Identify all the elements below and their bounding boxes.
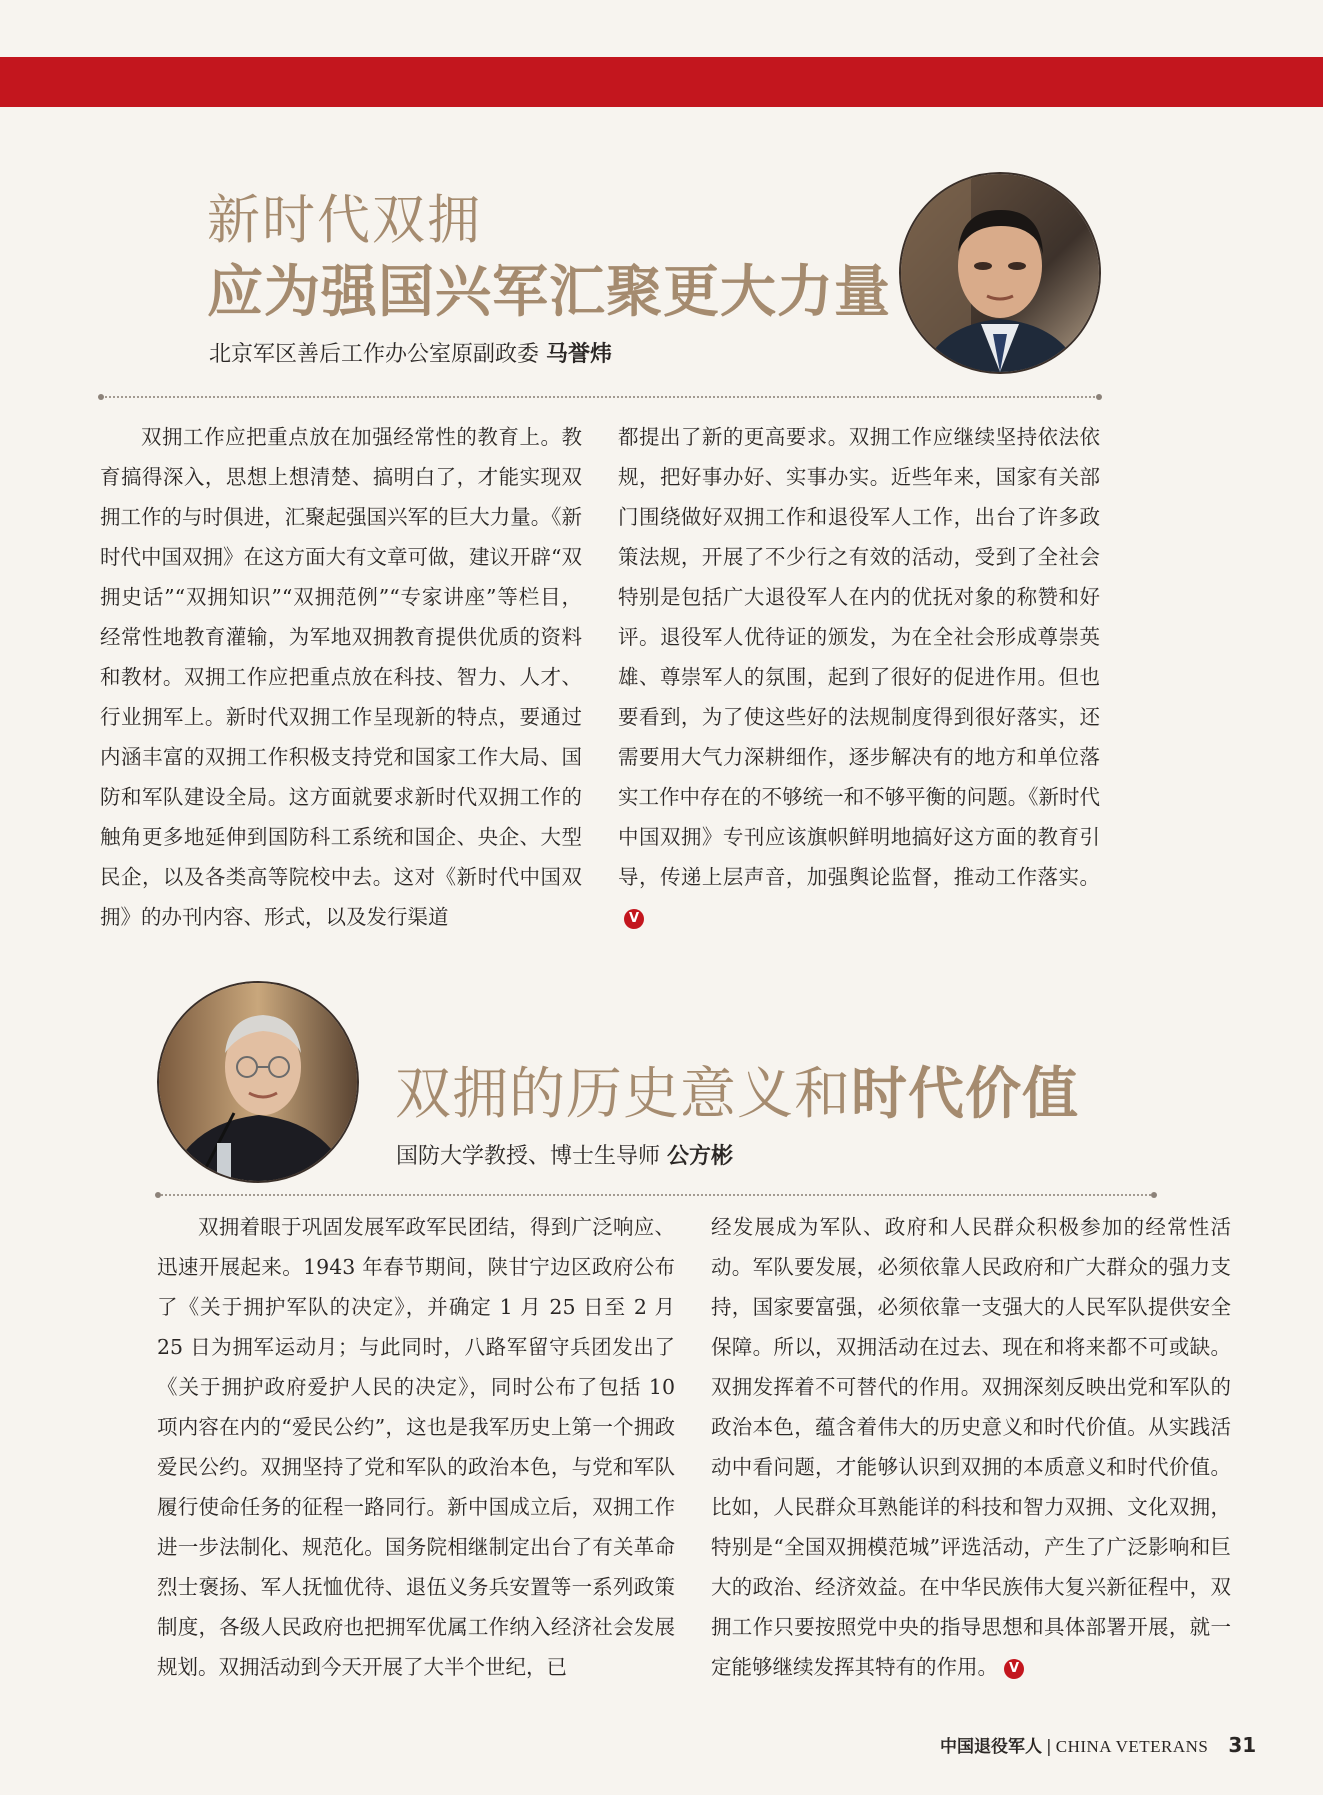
magazine-name-en: CHINA VETERANS (1055, 1737, 1209, 1756)
article1-kicker: 新时代双拥 (207, 190, 482, 251)
article1-paragraph-right: 都提出了新的更高要求。双拥工作应继续坚持依法依规，把好事办好、实事办实。近些年来，国家有关部门围绕做好双拥工作和退役军人工作，出台了许多政策法规，开展了不少行之有效的活动，受到了全社会特别是包括广大退役军人在内的优抚对象的称赞和好评。退役军人优待证的颁发，为在全社会形成尊崇英雄、尊崇军人的氛围，起到了很好的促进作用。但也要看到，为了使这些好的法规制度得到很好落实，还需要用大气力深耕细作，逐步解决有的地方和单位落实工作中存在的不够统一和不够平衡的问题。《新时代中国双拥》专刊应该旗帜鲜明地搞好这方面的教育引导，传递上层声音，加强舆论监督，推动工作落实。 (618, 425, 1100, 889)
page-footer (940, 1732, 1256, 1757)
article2-title-light: 双拥的历史意义和 (395, 1062, 851, 1127)
article2-divider (158, 1194, 1154, 1196)
page-number: 31 (1228, 1733, 1257, 1757)
article1-body-right (618, 417, 1100, 937)
article2-paragraph-right: 经发展成为军队、政府和人民群众积极参加的经常性活动。军队要发展，必须依靠人民政府和广大群众的强力支持，国家要富强，必须依靠一支强大的人民军队提供安全保障。所以，双拥活动在过去、现在和将来都不可或缺。双拥发挥着不可替代的作用。双拥深刻反映出党和军队的政治本色，蕴含着伟大的历史意义和时代价值。从实践活动中看问题，才能够认识到双拥的本质意义和时代价值。比如，人民群众耳熟能详的科技和智力双拥、文化双拥，特别是“全国双拥模范城”评选活动，产生了广泛影响和巨大的政治、经济效益。在中华民族伟大复兴新征程中，双拥工作只要按照党中央的指导思想和具体部署开展，就一定能够继续发挥其特有的作用。 (711, 1215, 1231, 1679)
article1-divider (101, 396, 1099, 398)
article2-byline (396, 1139, 733, 1170)
article1-author-photo (899, 172, 1101, 374)
footer-separator: | (1046, 1737, 1052, 1757)
article2-title-bold: 时代价值 (851, 1062, 1079, 1127)
article1-paragraph-left: 双拥工作应把重点放在加强经常性的教育上。教育搞得深入，思想上想清楚、搞明白了，才能实现双拥工作的与时俱进，汇聚起强国兴军的巨大力量。《新时代中国双拥》在这方面大有文章可做，建议开辟“双拥史话”“双拥知识”“双拥范例”“专家讲座”等栏目，经常性地教育灌输，为军地双拥教育提供优质的资料和教材。双拥工作应把重点放在科技、智力、人才、行业拥军上。新时代双拥工作呈现新的特点，要通过内涵丰富的双拥工作积极支持党和国家工作大局、国防和军队建设全局。这方面就要求新时代双拥工作的触角更多地延伸到国防科工系统和国企、央企、大型民企，以及各类高等院校中去。这对《新时代中国双拥》的办刊内容、形式，以及发行渠道 (100, 425, 582, 929)
article2-author-role: 国防大学教授、博士生导师 (396, 1144, 661, 1169)
article2-author-photo (157, 981, 359, 1183)
article1-body-left (100, 417, 582, 937)
end-mark-icon: V (624, 909, 644, 929)
article1-byline (209, 337, 612, 368)
article2-body-right (711, 1207, 1231, 1687)
end-mark-icon: V (1004, 1659, 1024, 1679)
article1-author-name: 马誉炜 (546, 342, 613, 367)
top-red-banner (0, 57, 1323, 107)
article2-author-name: 公方彬 (667, 1144, 734, 1169)
article2-paragraph-left: 双拥着眼于巩固发展军政军民团结，得到广泛响应、迅速开展起来。1943 年春节期间，陕甘宁边区政府公布了《关于拥护军队的决定》，并确定 1 月 25 日至 2 月 25 日为拥军运动月；与此同时，八路军留守兵团发出了《关于拥护政府爱护人民的决定》，同时公布了包括 10 项内容在内的“爱民公约”，这也是我军历史上第一个拥政爱民公约。双拥坚持了党和军队的政治本色，与党和军队履行使命任务的征程一路同行。新中国成立后，双拥工作进一步法制化、规范化。国务院相继制定出台了有关革命烈士褒扬、军人抚恤优待、退伍义务兵安置等一系列政策制度，各级人民政府也把拥军优属工作纳入经济社会发展规划。双拥活动到今天开展了大半个世纪，已 (157, 1215, 675, 1679)
article1-author-role: 北京军区善后工作办公室原副政委 (209, 342, 540, 367)
magazine-name-zh: 中国退役军人 (940, 1737, 1042, 1757)
article1-title: 应为强国兴军汇聚更大力量 (207, 260, 891, 325)
article2-body-left (157, 1207, 675, 1687)
article2-title (395, 1050, 1079, 1130)
